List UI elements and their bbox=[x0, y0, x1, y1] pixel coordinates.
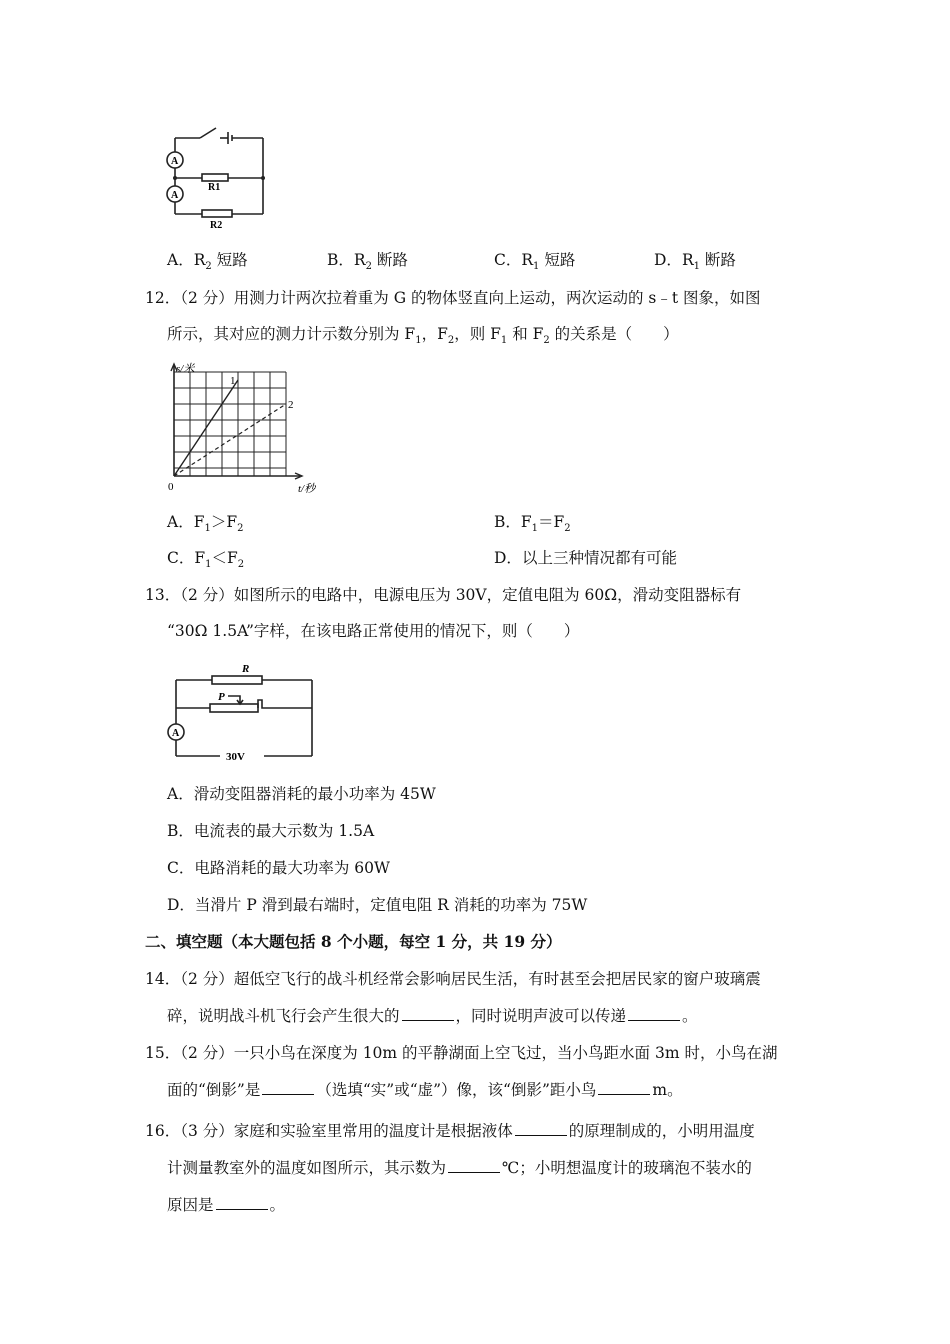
q11-circuit-diagram bbox=[160, 122, 270, 234]
graph-grid bbox=[174, 372, 286, 476]
q12-option-c[interactable]: C．$F_1<F_2$ bbox=[167, 549, 245, 571]
q14-stem-line2: 碎，说明战斗机飞行会产生很大的 ，同时说明声波可以传递 。 bbox=[167, 1007, 698, 1025]
q13-label-r: R bbox=[242, 663, 250, 675]
q12-option-b[interactable]: B．$F_1=F_2$ bbox=[494, 513, 571, 535]
q16-stem-line2: 计测量教室外的温度如图所示，其示数为 ℃；小明想温度计的玻璃泡不装水的 bbox=[167, 1159, 752, 1177]
q13-option-d[interactable]: D．当滑片 P 滑到最右端时，定值电阻 R 消耗的功率为 75W bbox=[167, 896, 588, 914]
q12-stem-line2: 所示，其对应的测力计示数分别为 $F_1$，$F_2$，则 $F_1$ 和 $F_2$ 的关系是（ ） bbox=[167, 325, 679, 347]
q11-option-c[interactable]: C．$R_1$ 短路 bbox=[494, 251, 576, 273]
q15-stem-line2: 面的“倒影”是 （选填“实”或“虚”）像，该“倒影”距小鸟 m。 bbox=[167, 1081, 683, 1099]
svg-text:A: A bbox=[171, 156, 179, 167]
q15-blank-1[interactable] bbox=[262, 1080, 314, 1095]
q13-stem-line2: “30Ω 1.5A”字样，在该电路正常使用的情况下，则（ ） bbox=[167, 622, 580, 640]
q13-option-a[interactable]: A．滑动变阻器消耗的最小功率为 45W bbox=[167, 785, 436, 803]
q13-option-c[interactable]: C．电路消耗的最大功率为 60W bbox=[167, 859, 390, 877]
q14-blank-1[interactable] bbox=[402, 1006, 454, 1021]
q11-option-b[interactable]: B．$R_2$ 断路 bbox=[327, 251, 408, 273]
q11-option-a[interactable]: A．$R_2$ 短路 bbox=[167, 251, 248, 273]
q13-option-b[interactable]: B．电流表的最大示数为 1.5A bbox=[167, 822, 375, 840]
q12-st-graph bbox=[160, 360, 320, 498]
graph-xlabel: t/秒 bbox=[298, 483, 316, 495]
graph-line2-label: 2 bbox=[288, 399, 294, 411]
q13-circuit-diagram bbox=[160, 660, 320, 770]
graph-ylabel: s/米 bbox=[176, 363, 195, 375]
svg-text:R1: R1 bbox=[208, 182, 221, 193]
q13-label-p: P bbox=[218, 691, 225, 703]
q11-option-d[interactable]: D．$R_1$ 断路 bbox=[654, 251, 736, 273]
q16-blank-2[interactable] bbox=[448, 1158, 500, 1173]
q14-stem-line1: 14．（2 分）超低空飞行的战斗机经常会影响居民生活，有时甚至会把居民家的窗户玻璃震 bbox=[145, 970, 761, 988]
series-line-2 bbox=[174, 404, 286, 476]
q16-stem-line3: 原因是 。 bbox=[167, 1196, 286, 1214]
q12-stem-line1: 12．（2 分）用测力计两次拉着重为 G 的物体竖直向上运动，两次运动的 s﹣t 图象，如图 bbox=[145, 289, 761, 307]
q16-stem-line1: 16．（3 分）家庭和实验室里常用的温度计是根据液体 的原理制成的，小明用温度 bbox=[145, 1122, 755, 1140]
q15-blank-2[interactable] bbox=[598, 1080, 650, 1095]
svg-text:R2: R2 bbox=[210, 220, 223, 231]
svg-text:A: A bbox=[171, 190, 179, 201]
q13-label-a: A bbox=[172, 728, 180, 739]
q16-blank-3[interactable] bbox=[216, 1195, 268, 1210]
q15-stem-line1: 15．（2 分）一只小鸟在深度为 10m 的平静湖面上空飞过，当小鸟距水面 3m 时，小鸟在湖 bbox=[145, 1044, 778, 1062]
q14-blank-2[interactable] bbox=[628, 1006, 680, 1021]
q16-blank-1[interactable] bbox=[515, 1121, 567, 1136]
q13-label-voltage: 30V bbox=[226, 751, 245, 763]
q13-stem-line1: 13．（2 分）如图所示的电路中，电源电压为 30V，定值电阻为 60Ω，滑动变阻器标有 bbox=[145, 586, 742, 604]
graph-line1-label: 1 bbox=[230, 375, 236, 387]
q12-option-d[interactable]: D．以上三种情况都有可能 bbox=[494, 549, 677, 567]
graph-origin: 0 bbox=[168, 481, 174, 493]
section-2-heading: 二、填空题（本大题包括 8 个小题，每空 1 分，共 19 分） bbox=[145, 932, 562, 951]
q12-option-a[interactable]: A．$F_1>F_2$ bbox=[167, 513, 244, 535]
